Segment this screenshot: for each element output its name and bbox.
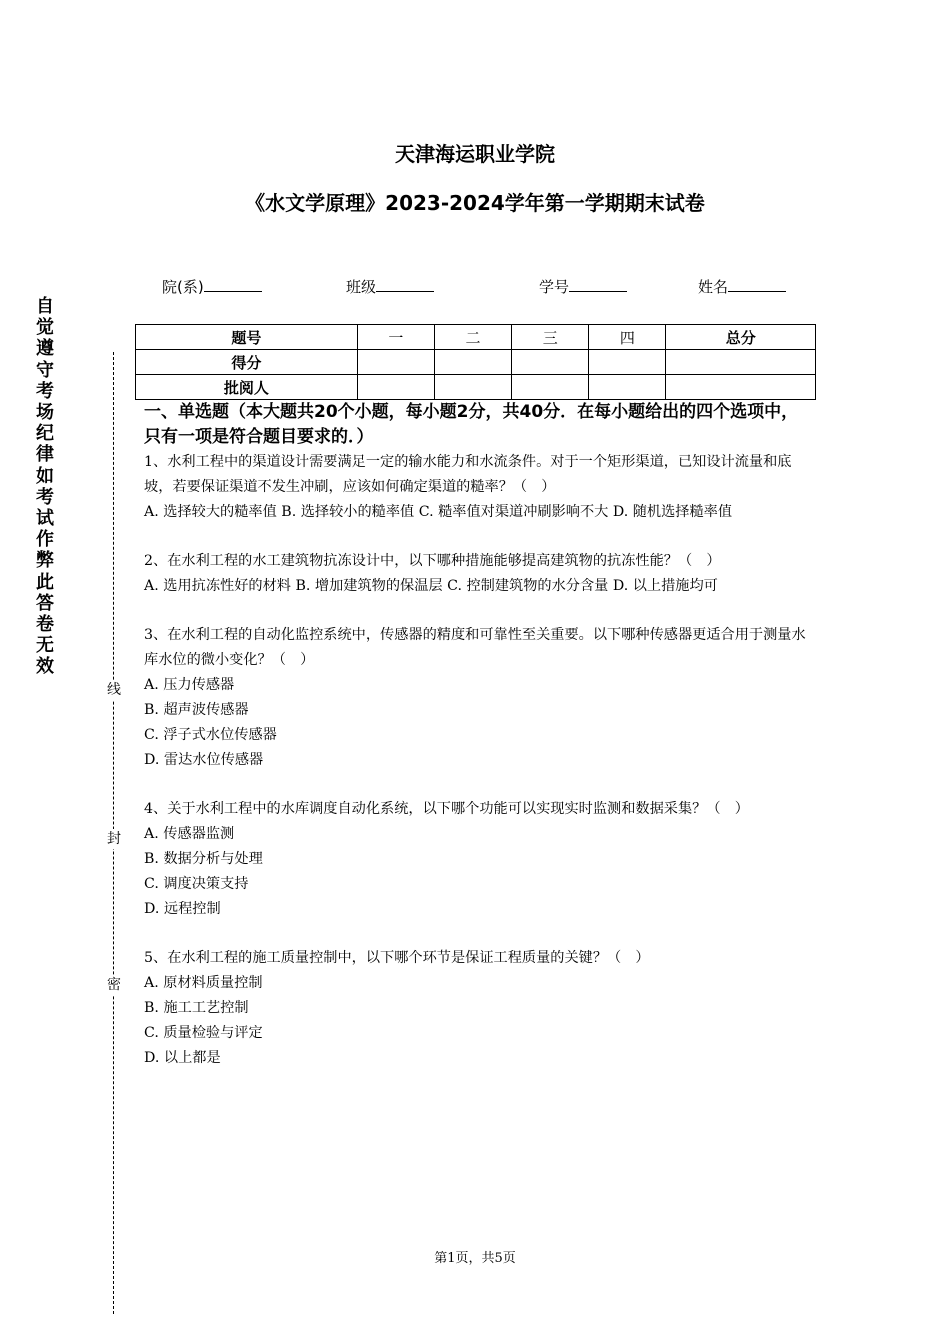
score-table-row [136, 375, 816, 400]
score-cell[interactable] [589, 375, 666, 400]
binding-mark-secret: 密 [104, 975, 124, 995]
page-footer: 第1页，共5页 [434, 1251, 516, 1266]
score-header-cell: 题号 [136, 325, 358, 350]
info-dept [162, 276, 262, 297]
question-options: A. 选择较大的糙率值 B. 选择较小的糙率值 C. 糙率值对渠道冲刷影响不大 D. 随机选择糙率值 [144, 504, 733, 520]
score-cell[interactable] [357, 375, 434, 400]
info-student-id-blank[interactable] [569, 277, 627, 292]
question-option: B. 数据分析与处理 [144, 851, 263, 867]
question-options: A. 选用抗冻性好的材料 B. 增加建筑物的保温层 C. 控制建筑物的水分含量 D. 以上措施均可 [144, 578, 718, 594]
question-stem: 4、关于水利工程中的水库调度自动化系统，以下哪个功能可以实现实时监测和数据采集？（ ） [144, 801, 749, 817]
binding-mark-line: 线 [104, 680, 124, 700]
info-class-label: 班级 [346, 278, 377, 296]
question-option: B. 超声波传感器 [144, 702, 249, 718]
question-option: D. 以上都是 [144, 1050, 221, 1066]
score-header-cell: 二 [434, 325, 511, 350]
question-option: C. 质量检验与评定 [144, 1025, 263, 1041]
question-option: D. 雷达水位传感器 [144, 752, 264, 768]
score-header-cell: 总分 [666, 325, 816, 350]
score-header-cell: 一 [357, 325, 434, 350]
score-table-row [136, 350, 816, 375]
score-table-header-row [136, 325, 816, 350]
question-option: C. 调度决策支持 [144, 876, 249, 892]
side-warning-note: 自觉遵守考场纪律如考试作弊此答卷无效 [36, 296, 54, 678]
score-cell[interactable] [666, 350, 816, 375]
question-stem: 5、在水利工程的施工质量控制中，以下哪个环节是保证工程质量的关键？（ ） [144, 950, 650, 966]
question-stem: 1、水利工程中的渠道设计需要满足一定的输水能力和水流条件。对于一个矩形渠道，已知设计流量和底坡，若要保证渠道不发生冲刷，应该如何确定渠道的糙率？（ ） [144, 454, 792, 495]
score-cell[interactable] [434, 350, 511, 375]
exam-content [144, 400, 812, 1071]
score-row-label: 得分 [136, 350, 358, 375]
info-name [698, 276, 786, 297]
section-heading: 一、单选题（本大题共20个小题，每小题2分，共40分．在每小题给出的四个选项中，只有一项是符合题目要求的．） [144, 402, 799, 447]
question-option: A. 压力传感器 [144, 677, 235, 693]
school-title: 天津海运职业学院 [395, 142, 555, 166]
info-dept-blank[interactable] [204, 277, 262, 292]
question-option: A. 传感器监测 [144, 826, 235, 842]
score-cell[interactable] [666, 375, 816, 400]
question-option: C. 浮子式水位传感器 [144, 727, 277, 743]
info-name-blank[interactable] [728, 277, 786, 292]
score-cell[interactable] [512, 350, 589, 375]
score-cell[interactable] [357, 350, 434, 375]
score-cell[interactable] [434, 375, 511, 400]
question-stem: 3、在水利工程的自动化监控系统中，传感器的精度和可靠性至关重要。以下哪种传感器更适合用于测量水库水位的微小变化？（ ） [144, 627, 806, 668]
exam-title: 《水文学原理》2023-2024学年第一学期期末试卷 [245, 191, 705, 215]
info-class [346, 276, 434, 297]
question-stem: 2、在水利工程的水工建筑物抗冻设计中，以下哪种措施能够提高建筑物的抗冻性能？（ ） [144, 553, 721, 569]
score-cell[interactable] [512, 375, 589, 400]
score-cell[interactable] [589, 350, 666, 375]
info-dept-label: 院(系) [162, 278, 204, 296]
question-option: B. 施工工艺控制 [144, 1000, 249, 1016]
score-header-cell: 四 [589, 325, 666, 350]
score-table [135, 324, 816, 400]
info-class-blank[interactable] [376, 277, 434, 292]
question-option: D. 远程控制 [144, 901, 221, 917]
binding-mark-seal: 封 [104, 829, 124, 849]
score-header-cell: 三 [512, 325, 589, 350]
question-option: A. 原材料质量控制 [144, 975, 263, 991]
info-student-id [539, 276, 627, 297]
info-student-id-label: 学号 [539, 278, 570, 296]
info-name-label: 姓名 [698, 278, 729, 296]
score-row-label: 批阅人 [136, 375, 358, 400]
